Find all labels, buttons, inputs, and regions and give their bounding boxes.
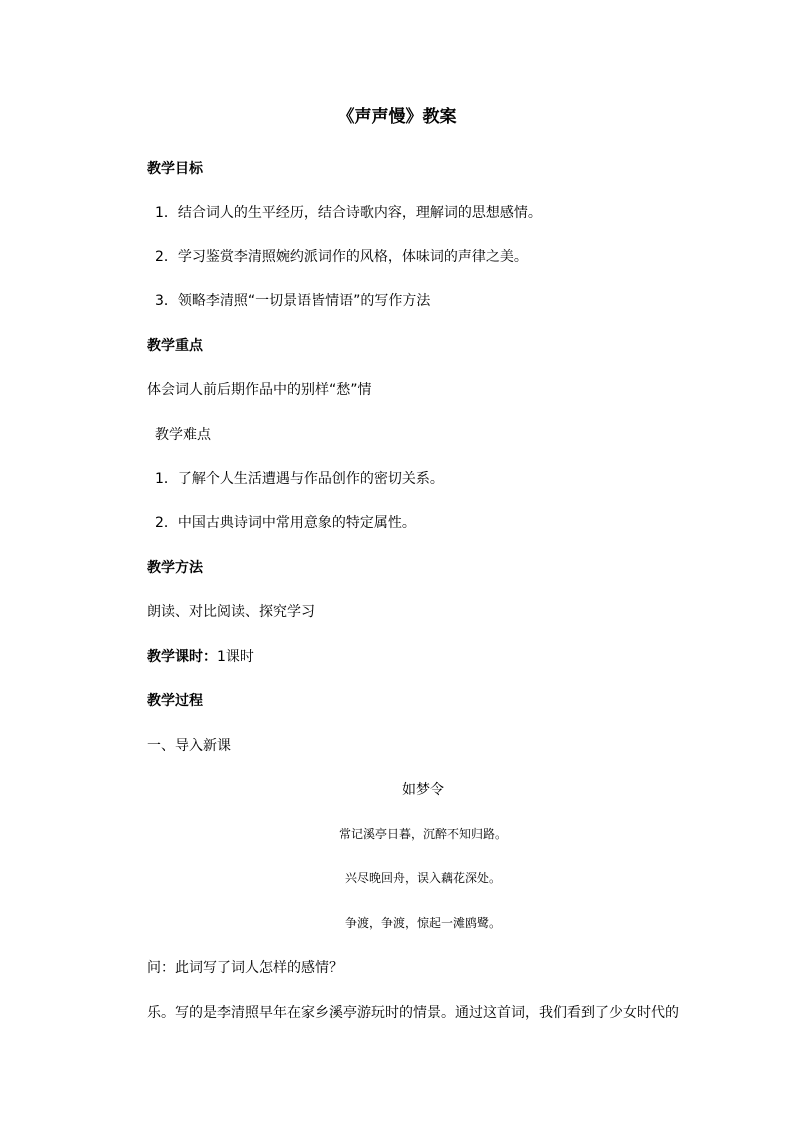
poem-line: 争渡，争渡，惊起一滩鸥鹭。 <box>344 916 501 930</box>
poem-title: 如梦令 <box>402 782 444 798</box>
methods-heading: 教学方法 <box>147 560 203 576</box>
methods-text: 朗读、对比阅读、探究学习 <box>147 604 315 620</box>
difficulties-heading: 教学难点 <box>155 427 211 443</box>
answer-text: 乐。写的是李清照早年在家乡溪亭游玩时的情景。通过这首词，我们看到了少女时代的 <box>147 1005 679 1021</box>
difficulty-item: 2．中国古典诗词中常用意象的特定属性。 <box>155 515 416 531</box>
class-hours-value: 1课时 <box>217 649 254 665</box>
key-points-text: 体会词人前后期作品中的别样“愁”情 <box>147 382 372 398</box>
question-text: 问：此词写了词人怎样的感情？ <box>147 960 343 976</box>
poem-line: 兴尽晚回舟，误入藕花深处。 <box>344 871 501 885</box>
objective-item: 2．学习鉴赏李清照婉约派词作的风格，体味词的声律之美。 <box>155 249 528 265</box>
document-title: 《声声慢》教案 <box>337 107 457 127</box>
difficulty-item: 1．了解个人生活遭遇与作品创作的密切关系。 <box>155 471 444 487</box>
class-hours-label: 教学课时： <box>147 649 217 665</box>
key-points-heading: 教学重点 <box>147 338 203 354</box>
poem-line: 常记溪亭日暮，沉醉不知归路。 <box>338 827 507 841</box>
objectives-heading: 教学目标 <box>147 161 203 177</box>
section-heading: 一、导入新课 <box>147 738 231 754</box>
objective-item: 1．结合词人的生平经历，结合诗歌内容，理解词的思想感情。 <box>155 205 542 221</box>
class-hours <box>147 648 254 666</box>
process-heading: 教学过程 <box>147 693 203 709</box>
objective-item: 3．领略李清照“一切景语皆情语”的写作方法 <box>155 293 431 309</box>
